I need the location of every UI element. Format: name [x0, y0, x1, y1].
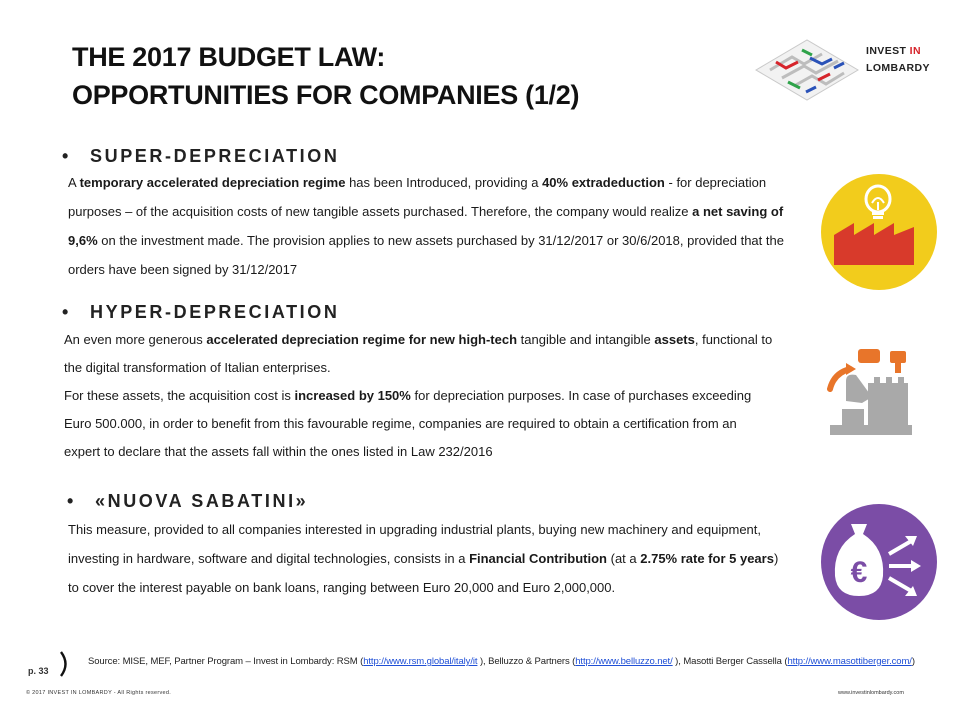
source-link[interactable]: http://www.masottiberger.com/: [787, 656, 912, 667]
paragraph: [64, 326, 774, 382]
paragraph: [68, 168, 790, 284]
source-text: Source: MISE, MEF, Partner Program – Invest in Lombardy: RSM (: [88, 656, 364, 667]
text-run: A: [68, 175, 80, 190]
text-run: tangible and intangible: [517, 332, 655, 347]
page-title: [72, 38, 579, 114]
paragraph: [64, 382, 774, 466]
text-run: on the investment made. The provision applies to new assets purchased by 31/12/2017 or 30/6/2018, provided that the orders have been signed by 31/12/2017: [68, 233, 784, 277]
section-heading: • «NUOVA SABATINI»: [67, 491, 309, 511]
website: www.investinlombardy.com: [838, 690, 904, 696]
bold-text: assets: [654, 332, 695, 347]
text-run: for depreciation purposes. In case of purchases exceeding Euro 500.000, in order to benefit from this favourable regime, companies are required to obtain a certification from an expert to declare that the assets fall within the ones listed in Law 232/2016: [64, 388, 752, 459]
section-body: [64, 326, 774, 466]
text-run: (at a: [607, 551, 641, 566]
euro-money-bag-icon: [821, 504, 937, 620]
section-super-depreciation: [62, 143, 792, 284]
source-text: ): [911, 656, 915, 667]
page-bracket-icon: [58, 651, 72, 677]
source-link[interactable]: http://www.belluzzo.net/: [575, 656, 673, 667]
logo-line-1: INVEST IN: [866, 45, 921, 57]
section-body: [68, 515, 784, 602]
maze-map-logo-icon: [752, 36, 862, 104]
page-title-line-1: THE 2017 BUDGET LAW:: [72, 42, 386, 72]
text-run: - for depreciation purposes – of the acquisition costs of new tangible assets purchased. Therefore, the company would realize: [68, 175, 767, 219]
text-run: An even more generous: [64, 332, 207, 347]
section-heading: • SUPER-DEPRECIATION: [62, 146, 340, 166]
source-link[interactable]: http://www.rsm.global/italy/it: [363, 656, 478, 667]
source-text: ), Masotti Berger Cassella (: [672, 656, 788, 667]
copyright: © 2017 INVEST IN LOMBARDY - All Rights reserved.: [26, 690, 172, 696]
bold-text: 2.75% rate for 5 years: [640, 551, 774, 566]
source-note: [88, 655, 948, 669]
bold-text: accelerated depreciation regime for new high-tech: [206, 332, 518, 347]
paragraph: [68, 515, 784, 602]
page-number: p. 33: [28, 666, 49, 676]
section-hyper-depreciation: [62, 299, 792, 466]
text-run: This measure, provided to all companies interested in upgrading industrial plants, buying new machinery and equipment, investing in hardware, software and digital technologies, consists in a: [68, 522, 762, 566]
page-title-line-2: OPPORTUNITIES FOR COMPANIES (1/2): [72, 80, 580, 110]
section-body: [68, 168, 790, 284]
bold-text: temporary accelerated depreciation regime: [79, 175, 346, 190]
text-run: ) to cover the interest payable on bank loans, ranging between Euro 20,000 and Euro 2,000,000.: [68, 551, 779, 595]
bold-text: Financial Contribution: [469, 551, 607, 566]
svg-text:€: €: [850, 556, 868, 589]
section-heading: • HYPER-DEPRECIATION: [62, 302, 340, 322]
bold-text: a net saving of 9,6%: [68, 204, 784, 248]
factory-lightbulb-icon: [820, 173, 938, 291]
text-run: has been Introduced, providing a: [345, 175, 543, 190]
logo-text: [866, 43, 930, 77]
bold-text: increased by 150%: [294, 388, 411, 403]
bold-text: 40% extradeduction: [542, 175, 665, 190]
robotic-arm-icon: [822, 345, 916, 439]
section-nuova-sabatini: [67, 488, 797, 602]
text-run: For these assets, the acquisition cost is: [64, 388, 295, 403]
logo-line-2: LOMBARDY: [866, 62, 930, 74]
source-text: ), Belluzzo & Partners (: [477, 656, 576, 667]
text-run: , functional to the digital transformation of Italian enterprises.: [64, 332, 773, 375]
